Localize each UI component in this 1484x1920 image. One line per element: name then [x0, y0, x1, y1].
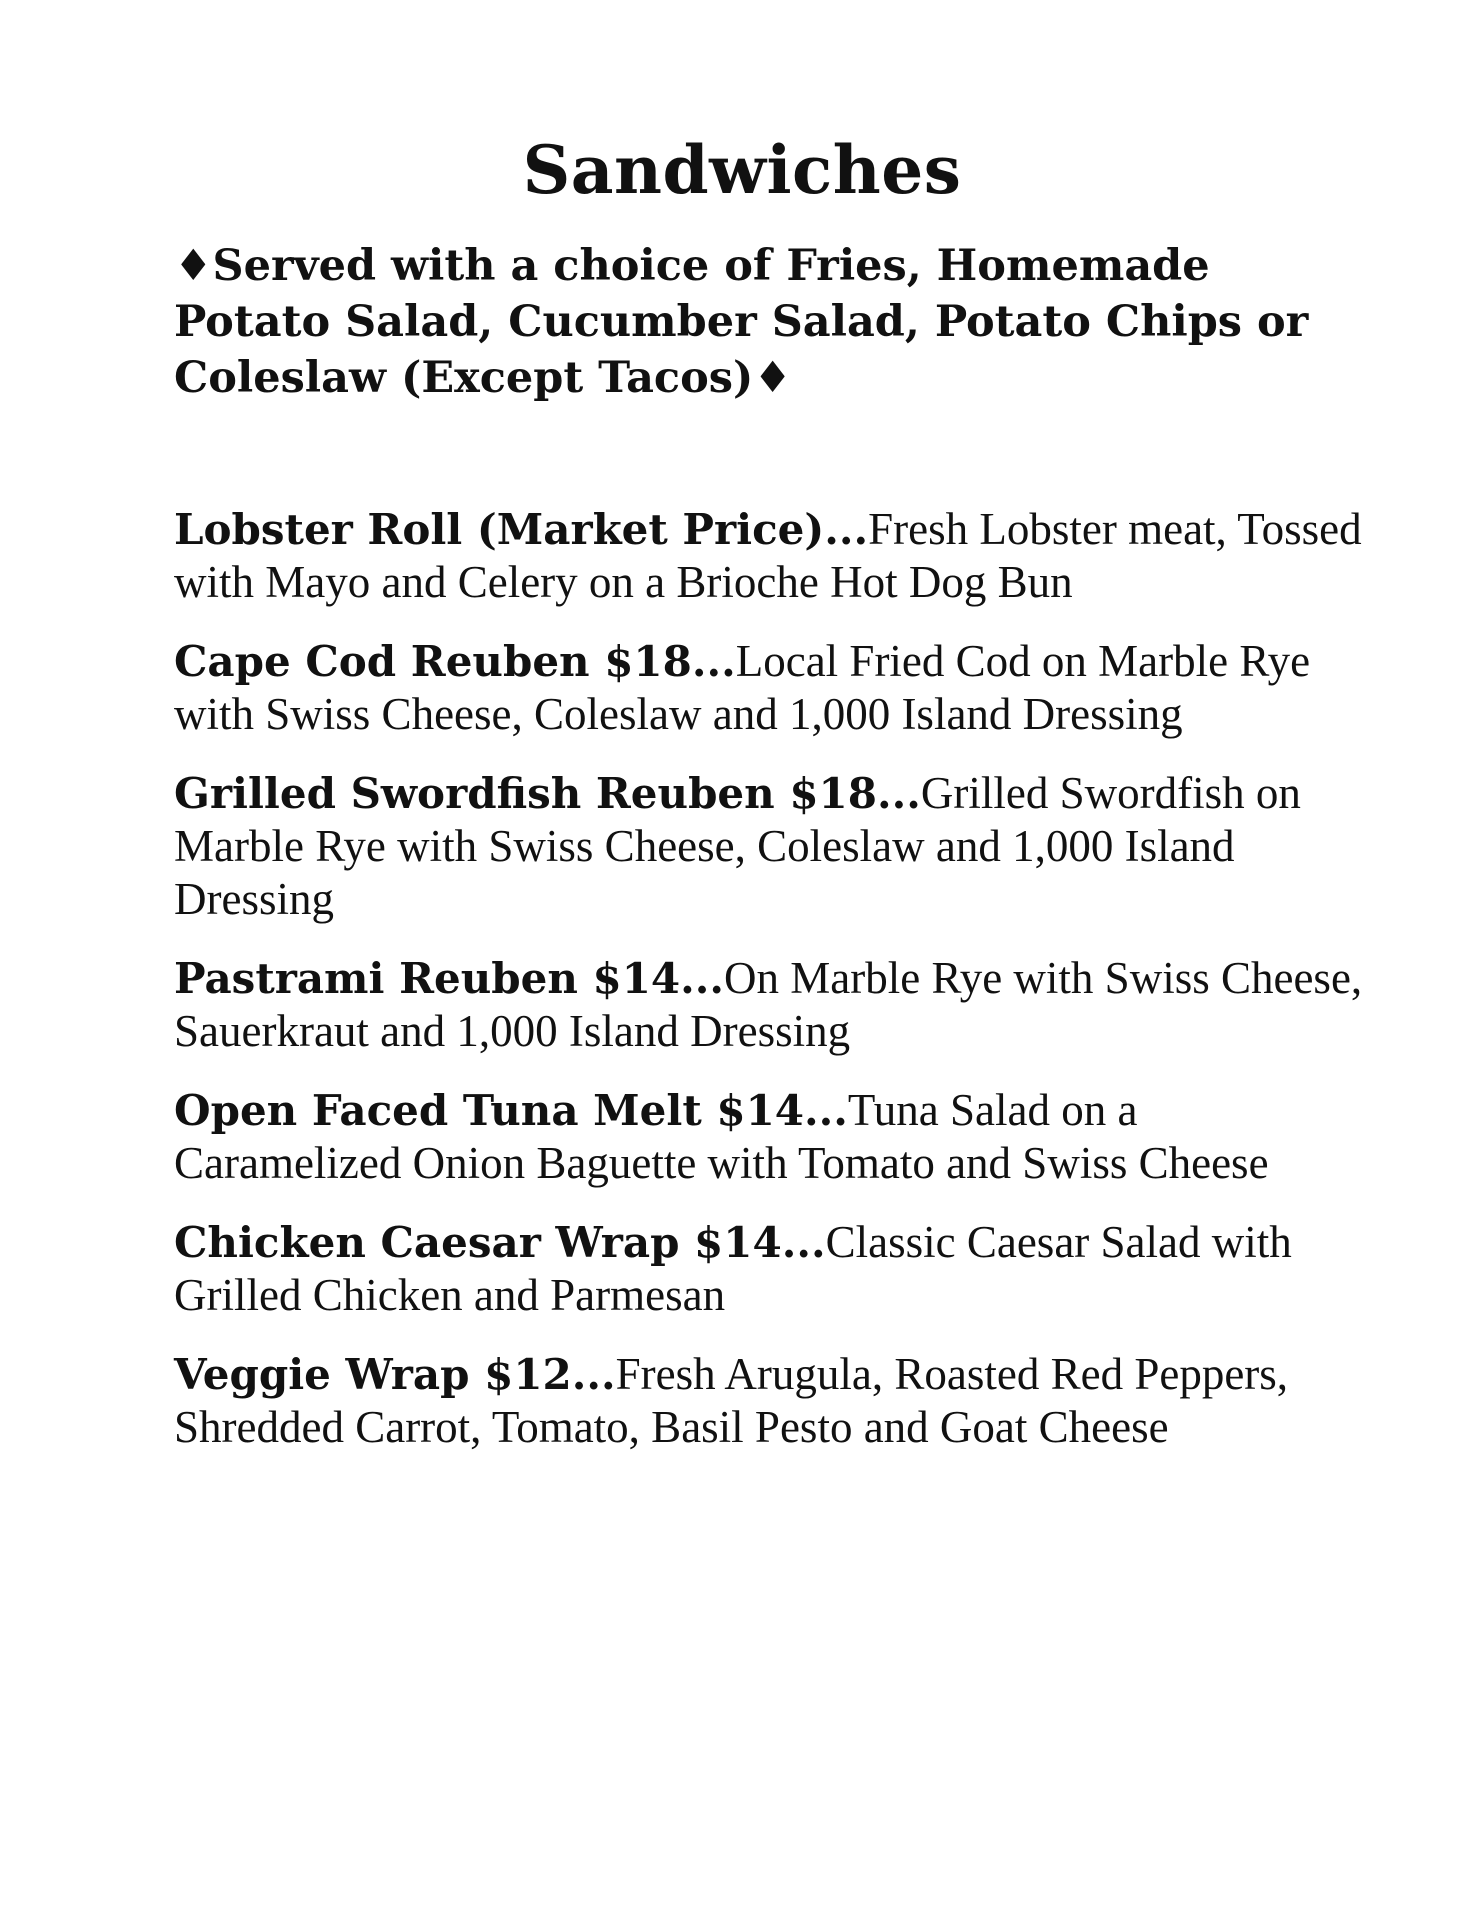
- menu-item-list: [174, 503, 1374, 1480]
- menu-item: [174, 767, 1374, 926]
- menu-item-description: On Marble Rye with Swiss Cheese, Sauerkraut and 1,000 Island Dressing: [174, 953, 1363, 1056]
- menu-item: [174, 1216, 1374, 1322]
- menu-item-name: Chicken Caesar Wrap $14...: [174, 1218, 826, 1267]
- page-title: Sandwiches: [522, 131, 962, 209]
- menu-item-description: Classic Caesar Salad with Grilled Chicken and Parmesan: [174, 1217, 1292, 1320]
- menu-item-description: Local Fried Cod on Marble Rye with Swiss Cheese, Coleslaw and 1,000 Island Dressing: [174, 636, 1311, 739]
- menu-item: [174, 1348, 1374, 1454]
- menu-item-description: Fresh Arugula, Roasted Red Peppers, Shredded Carrot, Tomato, Basil Pesto and Goat Cheese: [174, 1349, 1289, 1452]
- menu-item-name: Pastrami Reuben $14...: [174, 954, 725, 1003]
- menu-item-description: Fresh Lobster meat, Tossed with Mayo and Celery on a Brioche Hot Dog Bun: [174, 504, 1362, 607]
- menu-item-description: Grilled Swordfish on Marble Rye with Swiss Cheese, Coleslaw and 1,000 Island Dressing: [174, 768, 1301, 924]
- menu-item-description: Tuna Salad on a Caramelized Onion Baguette with Tomato and Swiss Cheese: [174, 1085, 1269, 1188]
- menu-item: [174, 635, 1374, 741]
- menu-item-name: Lobster Roll (Market Price)...: [174, 505, 869, 554]
- sides-note: ♦Served with a choice of Fries, Homemade Potato Salad, Cucumber Salad, Potato Chips or Coleslaw (Except Tacos)♦: [174, 241, 1309, 403]
- menu-item-name: Open Faced Tuna Melt $14...: [174, 1086, 848, 1135]
- menu-item: [174, 952, 1374, 1058]
- menu-item: [174, 503, 1374, 609]
- menu-item-name: Cape Cod Reuben $18...: [174, 637, 736, 686]
- menu-item: [174, 1084, 1374, 1190]
- menu-item-name: Veggie Wrap $12...: [174, 1350, 616, 1399]
- menu-item-name: Grilled Swordfish Reuben $18...: [174, 769, 921, 818]
